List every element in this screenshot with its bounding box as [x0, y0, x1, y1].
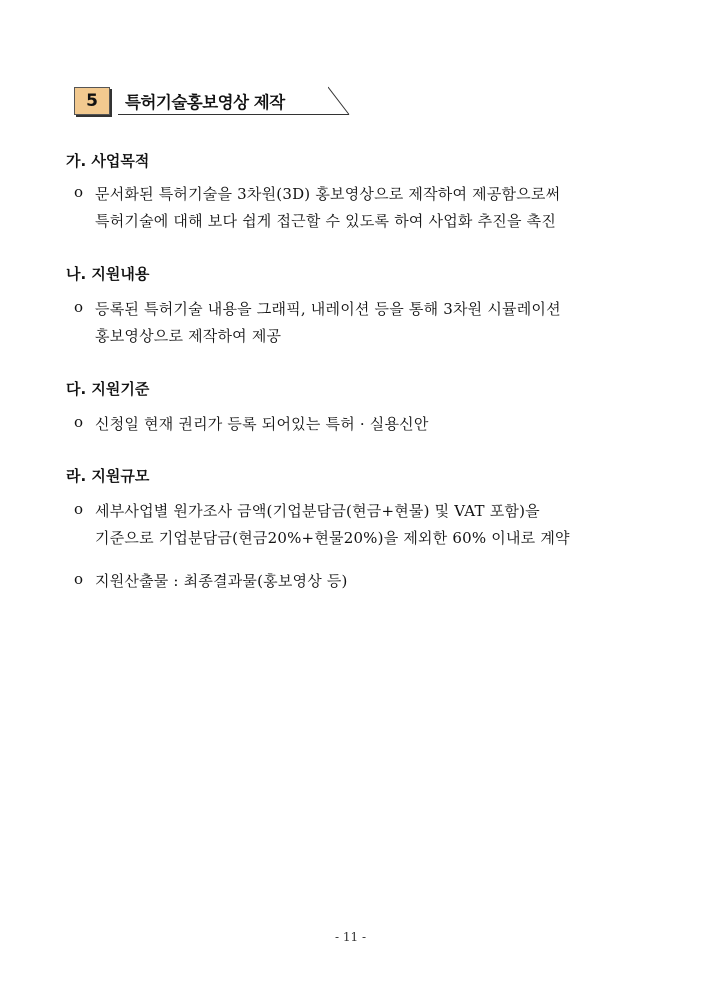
- bullet-line: 지원산출물 : 최종결과물(홍보영상 등): [95, 572, 348, 590]
- section-header: [74, 85, 349, 117]
- section-title: 특허기술홍보영상 제작: [125, 93, 285, 112]
- bullet-marker: o: [74, 183, 84, 201]
- bullet-line: 특허기술에 대해 보다 쉽게 접근할 수 있도록 하여 사업화 추진을 촉진: [95, 212, 557, 230]
- bullet-line: 세부사업별 원가조사 금액(기업분담금(현금+현물) 및 VAT 포함)을: [95, 502, 540, 520]
- bullet-line: 기준으로 기업분담금(현금20%+현물20%)을 제외한 60% 이내로 계약: [95, 529, 570, 547]
- bullet-line: 문서화된 특허기술을 3차원(3D) 홍보영상으로 제작하여 제공함으로써: [95, 185, 561, 203]
- heading-support-scale: 라. 지원규모: [66, 467, 150, 485]
- section-slash-decoration: [328, 85, 350, 116]
- heading-support-content: 나. 지원내용: [66, 265, 150, 283]
- bullet-line: 신청일 현재 권리가 등록 되어있는 특허 · 실용신안: [95, 415, 429, 433]
- bullet-marker: o: [74, 570, 84, 588]
- bullet-marker: o: [74, 298, 84, 316]
- bullet-line: 홍보영상으로 제작하여 제공: [95, 327, 282, 345]
- section-number-box: 5: [74, 87, 110, 115]
- heading-purpose: 가. 사업목적: [66, 152, 150, 170]
- bullet-marker: o: [74, 413, 84, 431]
- section-underline: [118, 114, 328, 115]
- bullet-line: 등록된 특허기술 내용을 그래픽, 내레이션 등을 통해 3차원 시뮬레이션: [95, 300, 561, 318]
- bullet-marker: o: [74, 500, 84, 518]
- page-number: - 11 -: [334, 930, 366, 944]
- heading-support-criteria: 다. 지원기준: [66, 380, 150, 398]
